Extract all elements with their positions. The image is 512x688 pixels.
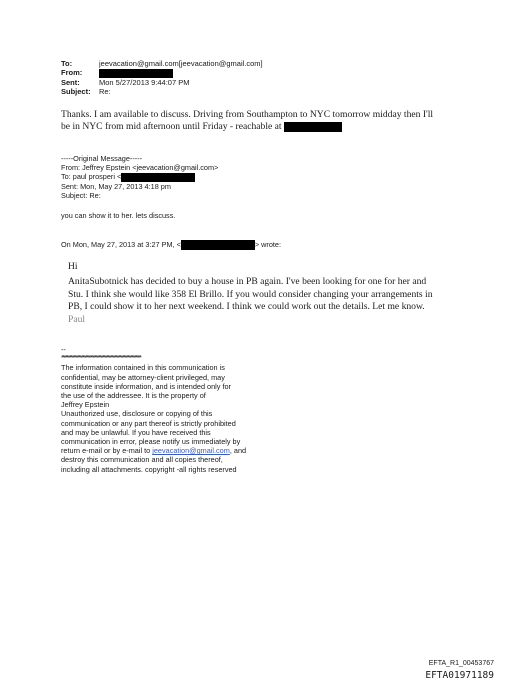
quote-intro: On Mon, May 27, 2013 at 3:27 PM, < > wrote:: [61, 240, 282, 249]
disclaimer-line: including all attachments. copyright -all rights reserved: [61, 464, 237, 474]
from-row: [61, 68, 263, 78]
to-value: jeevacation@gmail.com[jeevacation@gmail.com]: [99, 59, 263, 68]
quote-line-3: PB, I could show it to her next weekend. I think we could work out the details. Let me know.: [68, 301, 425, 313]
reply-line-2: be in NYC from mid afternoon until Friday - reachable at: [61, 121, 461, 133]
disclaimer-line: the use of the addressee. It is the property of: [61, 391, 206, 401]
sent-value: Mon 5/27/2013 9:44:07 PM: [99, 77, 190, 87]
original-subject: Subject: Re:: [61, 191, 101, 201]
original-message: [61, 154, 218, 200]
disclaimer: [61, 345, 246, 474]
quote-greeting: Hi: [68, 261, 78, 272]
quote-signature: Paul: [68, 313, 86, 325]
original-to: To: paul prosperi <: [61, 172, 218, 182]
original-sent: Sent: Mon, May 27, 2013 4:18 pm: [61, 181, 171, 191]
to-row: [61, 59, 263, 68]
disclaimer-stars: ************************************************************: [61, 355, 141, 363]
footer-id-2: EFTA01971189: [425, 670, 494, 681]
disclaimer-line: communication in error, please notify us immediately by: [61, 437, 241, 447]
footer-id-1: EFTA_R1_00453767: [428, 660, 494, 667]
redaction-block: [121, 173, 195, 182]
redaction-block: [99, 69, 173, 78]
subject-row: [61, 87, 263, 96]
quoted-message: [68, 261, 468, 326]
disclaimer-line: communication or any part thereof is strictly prohibited: [61, 418, 236, 428]
disclaimer-line: and may be unlawful. If you have received this: [61, 427, 211, 437]
original-divider: -----Original Message-----: [61, 154, 143, 163]
quote-line-2: Stu. I think she would like 358 El Brillo. If you would consider changing your arrangements in: [68, 288, 433, 300]
original-from: From: Jeffrey Epstein <jeevacation@gmail.com>: [61, 163, 219, 173]
disclaimer-line: confidential, may be attorney-client privileged, may: [61, 372, 225, 382]
subject-label: Subject:: [61, 87, 91, 97]
sent-row: [61, 78, 263, 87]
original-body: you can show it to her. lets discuss.: [61, 211, 176, 220]
redaction-block: [284, 122, 342, 132]
disclaimer-line: destroy this communication and all copies thereof,: [61, 455, 223, 465]
disclaimer-line: constitute inside information, and is intended only for: [61, 381, 231, 391]
disclaimer-line: return e-mail or by e-mail to jeevacation@gmail.com, and: [61, 446, 247, 456]
reply-line-1: Thanks. I am available to discuss. Driving from Southampton to NYC tomorrow midday then I'll: [61, 109, 434, 120]
quote-line-1: AnitaSubotnick has decided to buy a house in PB again. I've been looking for one for her and: [68, 276, 427, 288]
sent-label: Sent:: [61, 77, 80, 87]
subject-value: Re:: [99, 87, 111, 97]
disclaimer-line: Jeffrey Epstein: [61, 400, 110, 410]
from-label: From:: [61, 68, 83, 78]
disclaimer-line: Unauthorized use, disclosure or copying of this: [61, 409, 213, 419]
email-link[interactable]: jeevacation@gmail.com: [152, 446, 230, 456]
disclaimer-dashes: --: [61, 345, 66, 354]
to-label: To:: [61, 59, 73, 68]
redaction-block: [181, 240, 255, 250]
reply-body: [61, 109, 461, 134]
email-header: [61, 59, 263, 96]
disclaimer-line: The information contained in this communication is: [61, 363, 225, 373]
